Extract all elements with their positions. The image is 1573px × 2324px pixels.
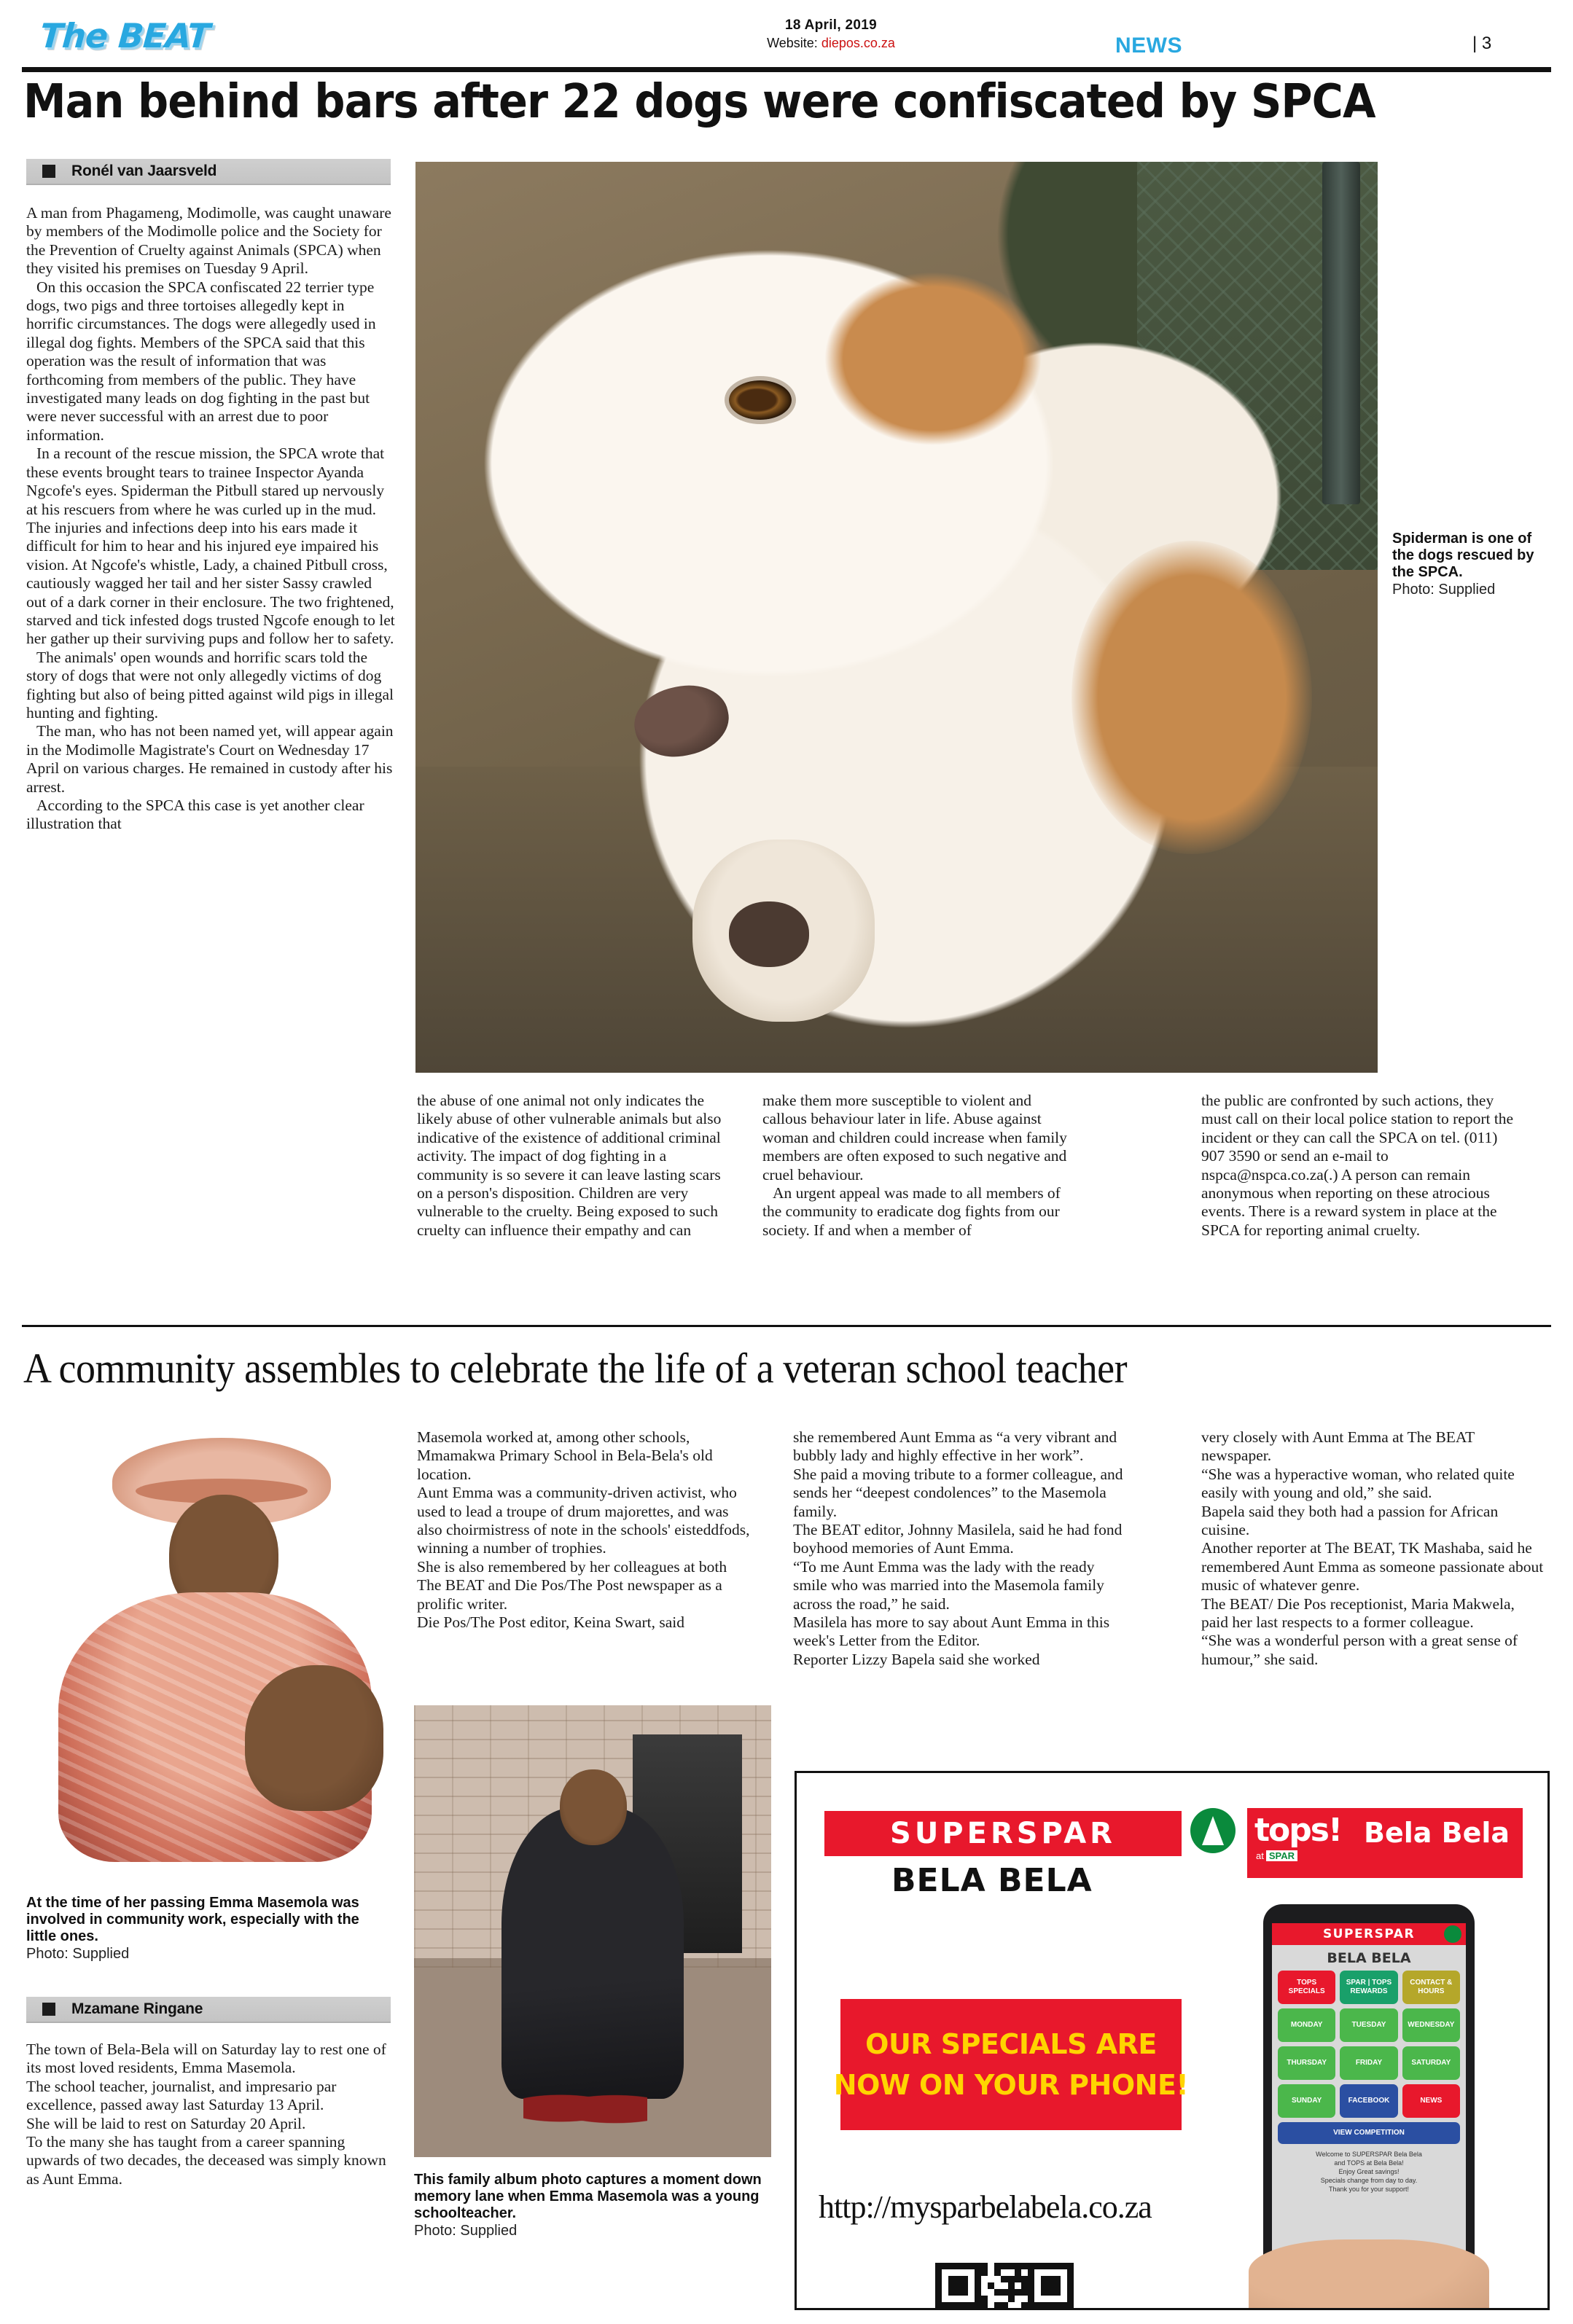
paragraph: The animals' open wounds and horrific scars told the story of dogs that were not only allegedly victims of dog fighting but also of being pitted against wild pigs in illegal hunting and fighting.	[26, 648, 394, 721]
phone-footer-line: Enjoy Great savings!	[1338, 2168, 1400, 2175]
head	[560, 1769, 627, 1845]
hand-holding-phone	[1249, 2239, 1489, 2310]
byline-square-icon	[42, 2003, 55, 2016]
page-number: | 3	[1472, 34, 1492, 53]
article2-photo3-caption	[414, 2172, 773, 2239]
phone-app-button[interactable]: FRIDAY	[1340, 2046, 1397, 2080]
paragraph: Another reporter at The BEAT, TK Mashaba, said he remembered Aunt Emma as someone passionate about music of whatever genre.	[1201, 1539, 1544, 1595]
article-divider-rule	[22, 1325, 1551, 1327]
phone-footer-line: Specials change from day to day.	[1320, 2177, 1418, 2184]
dark-dress	[501, 1807, 684, 2099]
website-line	[663, 36, 999, 51]
phone-app-button[interactable]: CONTACT & HOURS	[1402, 1971, 1460, 2004]
red-shoes	[523, 2087, 647, 2129]
article1-column-2	[417, 1092, 733, 1240]
article1-column-3	[762, 1092, 1077, 1240]
phone-header-bar	[1272, 1923, 1466, 1945]
phone-footer-line: Welcome to SUPERSPAR Bela Bela	[1316, 2151, 1422, 2158]
phone-app-button[interactable]: SUNDAY	[1278, 2084, 1335, 2118]
article2-column-3	[793, 1428, 1130, 1669]
article2-column-2	[417, 1428, 751, 1632]
paragraph: The man, who has not been named yet, will appear again in the Modimolle Magistrate's Court on Wednesday 17 April on various charges. He remained in custody after his arrest.	[26, 722, 394, 796]
website-label: Website:	[767, 36, 818, 50]
section-label: NEWS	[1115, 34, 1182, 58]
dog-flank-patch	[1072, 541, 1312, 854]
photo-credit: Photo: Supplied	[26, 1946, 130, 1962]
paragraph: She is also remembered by her colleagues at both The BEAT and Die Pos/The Post newspaper as a prolific writer.	[417, 1557, 727, 1613]
tops-logo	[1247, 1808, 1523, 1878]
paragraph: “To me Aunt Emma was the lady with the ready smile who was married into the Masemola family across the road,” he said.	[793, 1557, 1104, 1613]
article2-photo-emma-masemola	[26, 1425, 399, 1862]
article1-byline: Ronél van Jaarsveld	[71, 163, 217, 179]
phone-app-button[interactable]: THURSDAY	[1278, 2046, 1335, 2080]
spar-badge: SPAR	[1266, 1850, 1297, 1861]
phone-footer-line: and TOPS at Bela Bela!	[1334, 2159, 1404, 2167]
paragraph: very closely with Aunt Emma at The BEAT newspaper.	[1201, 1428, 1475, 1465]
spar-fir-tree-icon	[1190, 1808, 1236, 1853]
paragraph: Reporter Lizzy Bapela said she worked	[793, 1650, 1040, 1668]
article2-byline-bar	[26, 1997, 391, 2023]
phone-app-button[interactable]: MONDAY	[1278, 2008, 1335, 2042]
paragraph: she remembered Aunt Emma as “a very vibrant and bubbly lady and highly effective in her work”.	[793, 1428, 1117, 1465]
article1-column-1	[26, 204, 395, 834]
specials-line-1: OUR SPECIALS ARE	[865, 2028, 1157, 2060]
paragraph: The town of Bela-Bela will on Saturday lay to rest one of its most loved residents, Emma Masemola.	[26, 2041, 386, 2077]
phone-app-button[interactable]: SPAR | TOPS REWARDS	[1340, 1971, 1397, 2004]
article2-photo-family-album	[414, 1705, 771, 2157]
tops-wordmark: tops!	[1254, 1812, 1342, 1849]
publication-logo: The BEAT	[39, 16, 211, 55]
specials-banner	[833, 1999, 1189, 2130]
dog-ear-patch	[824, 271, 1042, 446]
caption-text: This family album photo captures a moment down memory lane when Emma Masemola was a young schoolteacher.	[414, 2172, 762, 2221]
masthead	[22, 7, 1551, 64]
phone-spar-tree-icon	[1444, 1925, 1461, 1943]
phone-superspar-wordmark: SUPERSPAR	[1322, 1927, 1416, 1941]
gutter-pipe	[1322, 162, 1360, 504]
paragraph: According to the SPCA this case is yet another clear illustration that	[26, 797, 364, 833]
paragraph: On this occasion the SPCA confiscated 22 terrier type dogs, two pigs and three tortoises allegedly kept in horrific circumstances. The dogs were allegedly used in illegal dog fights. Members of the SPCA said that this operation was the result of information that was forthcoming from members of the public. They have investigated many leads on dog fighting in the past but were never successful with an arrest due to poor information.	[26, 278, 376, 444]
paragraph: The school teacher, journalist, and impresario par excellence, passed away last Saturday 13 April.	[26, 2077, 337, 2114]
article2-headline: A community assembles to celebrate the life of a veteran school teacher	[23, 1345, 1128, 1392]
phone-town-label: BELA BELA	[1327, 1950, 1411, 1966]
paragraph: the public are confronted by such actions, they must call on their local police station to report the incident or they can call the SPCA on tel. (011) 907 3590 or send an e-mail to nspca@nspca.co.za(.) A person can remain anonymous when reporting on these atrocious events. There is a reward system in place at the SPCA for reporting animal cruelty.	[1201, 1092, 1514, 1239]
phone-footer-line: Thank you for your support!	[1328, 2186, 1410, 2193]
article1-headline: Man behind bars after 22 dogs were confiscated by SPCA	[23, 75, 1375, 129]
paragraph: Bapela said they both had a passion for African cuisine.	[1201, 1502, 1499, 1539]
advertisement-url[interactable]: http://mysparbelabela.co.za	[819, 2189, 1152, 2225]
paragraph: She will be laid to rest on Saturday 20 April.	[26, 2114, 306, 2132]
superspar-wordmark: SUPERSPAR	[890, 1817, 1116, 1850]
paragraph: “She was a wonderful person with a great sense of humour,” she said.	[1201, 1632, 1518, 1668]
paragraph: Masilela has more to say about Aunt Emma in this week's Letter from the Editor.	[793, 1613, 1110, 1650]
dog-paw-pad	[729, 901, 809, 967]
phone-app-button[interactable]: TUESDAY	[1340, 2008, 1397, 2042]
phone-footer-text	[1272, 2144, 1466, 2194]
website-url[interactable]: diepos.co.za	[821, 36, 895, 50]
paragraph: “She was a hyperactive woman, who related quite easily with young and old,” she said.	[1201, 1465, 1515, 1502]
photo-credit: Photo: Supplied	[414, 2223, 518, 2239]
fir-shape	[1202, 1816, 1224, 1845]
article1-column-4	[1201, 1092, 1522, 1240]
paragraph: In a recount of the rescue mission, the SPCA wrote that these events brought tears to trainee Inspector Ayanda Ngcofe's eyes. Spiderman the Pitbull stared up nervously at his rescuers from where he was curled up in the mud. The injuries and infections deep into his ears made it difficult for him to hear and his injured eye impaired his vision. At Ngcofe's whistle, Lady, a chained Pitbull cross, cautiously wagged her tail and her sister Sassy crawled out of a dark corner in their enclosure. The two frightened, starved and tick infested dogs trusted Ngcofe enough to let her gather up their surviving pups and follow her to safety.	[26, 445, 395, 648]
tops-at-spar-line	[1256, 1850, 1297, 1861]
paragraph: The BEAT editor, Johnny Masilela, said he had fond boyhood memories of Aunt Emma.	[793, 1521, 1123, 1557]
article2-photo2-caption	[26, 1895, 391, 1963]
issue-date: 18 April, 2019	[784, 17, 877, 33]
paragraph: Aunt Emma was a community-driven activist, who used to lead a troupe of drum majorettes, and was also choirmistress of note in the schools' eisteddfods, winning a number of trophies.	[417, 1484, 750, 1557]
article1-photo-spiderman-dog	[415, 162, 1378, 1073]
phone-app-button[interactable]: TOPS SPECIALS	[1278, 1971, 1335, 2004]
paragraph: She paid a moving tribute to a former colleague, and sends her “deepest condolences” to the Masemola family.	[793, 1465, 1123, 1520]
paragraph: A man from Phagameng, Modimolle, was caught unaware by members of the Modimolle police and the Society for the Prevention of Cruelty against Animals (SPCA) when they visited his premises on Tuesday 9 April.	[26, 204, 391, 278]
article2-column-1	[26, 2041, 395, 2188]
phone-app-button[interactable]: WEDNESDAY	[1402, 2008, 1460, 2042]
phone-button-grid	[1272, 1971, 1466, 2144]
paragraph: An urgent appeal was made to all members of the community to eradicate dog fights from our society. If and when a member of	[762, 1184, 1061, 1239]
paragraph: To the many she has taught from a career spanning upwards of two decades, the deceased was simply known as Aunt Emma.	[26, 2133, 386, 2188]
qr-code[interactable]	[935, 2263, 1074, 2310]
article1-photo-caption	[1392, 531, 1554, 598]
masthead-center	[663, 17, 999, 51]
paragraph: Masemola worked at, among other schools, Mmamakwa Primary School in Bela-Bela's old location.	[417, 1428, 713, 1483]
paragraph: the abuse of one animal not only indicates the likely abuse of other vulnerable animals but also indicative of the existence of additional criminal activity. The impact of dog fighting in a community is so severe it can leave lasting scars on a person's disposition. Children are very vulnerable to the cruelty. Being exposed to such cruelty can influence their empathy and can	[417, 1092, 722, 1239]
superspar-logo	[824, 1811, 1182, 1856]
arm	[245, 1665, 383, 1811]
article2-column-4	[1201, 1428, 1544, 1669]
paragraph: Die Pos/The Post editor, Keina Swart, said	[417, 1613, 684, 1632]
phone-view-competition-button[interactable]: VIEW COMPETITION	[1278, 2122, 1460, 2144]
at-label: at	[1256, 1850, 1264, 1861]
advertisement-superspar[interactable]	[795, 1771, 1550, 2310]
phone-app-button[interactable]: NEWS	[1402, 2084, 1460, 2118]
superspar-town: BELA BELA	[891, 1862, 1093, 1899]
caption-text: At the time of her passing Emma Masemola was involved in community work, especially with the little ones.	[26, 1895, 359, 1944]
tops-town: Bela Bela	[1364, 1817, 1510, 1849]
paragraph: The BEAT/ Die Pos receptionist, Maria Makwela, paid her last respects to a former colleague.	[1201, 1595, 1515, 1632]
caption-text: Spiderman is one of the dogs rescued by the SPCA.	[1392, 531, 1534, 580]
article2-byline: Mzamane Ringane	[71, 2000, 203, 2017]
dog-eye	[729, 380, 792, 420]
phone-app-button[interactable]: FACEBOOK	[1340, 2084, 1397, 2118]
masthead-rule	[22, 67, 1551, 72]
phone-app-button[interactable]: SATURDAY	[1402, 2046, 1460, 2080]
paragraph: make them more susceptible to violent and callous behaviour later in life. Abuse against woman and children could increase when family members are often exposed to such negative and cruel behaviour.	[762, 1092, 1067, 1183]
article1-byline-bar	[26, 159, 391, 185]
byline-square-icon	[42, 165, 55, 178]
specials-line-2: NOW ON YOUR PHONE!	[833, 2069, 1189, 2101]
photo-credit: Photo: Supplied	[1392, 582, 1496, 598]
phone-screen	[1272, 1923, 1466, 2284]
